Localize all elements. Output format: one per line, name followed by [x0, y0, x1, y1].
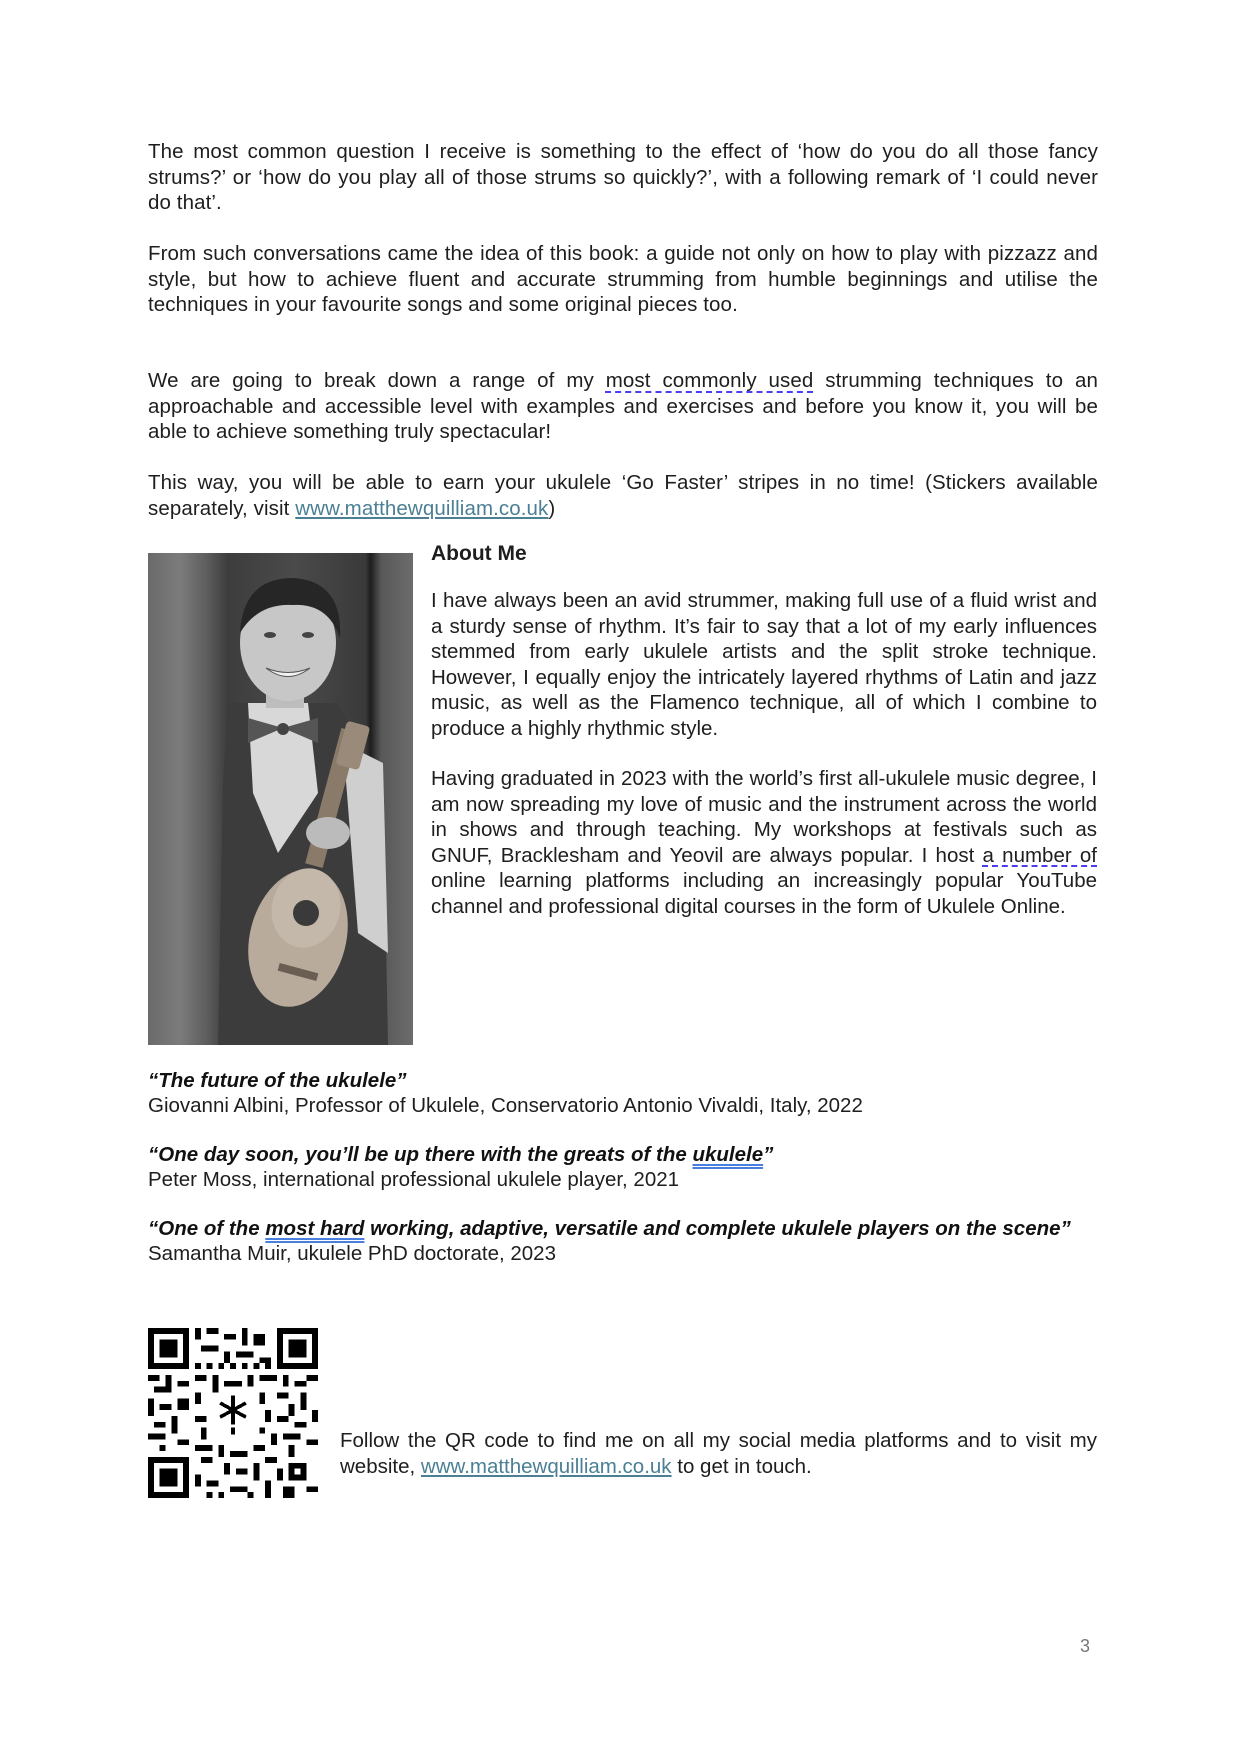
quote-text-b: ”	[763, 1143, 774, 1166]
intro-paragraph-4	[148, 470, 1098, 521]
testimonials-section	[148, 1068, 1098, 1290]
about-paragraph-1: I have always been an avid strummer, making full use of a fluid wrist and a sturdy sense of rhythm. It’s fair to say that a lot of my early influences stemmed from early ukulele artists and the split stroke technique. However, I equally enjoy the intricately layered rhythms of Latin and jazz music, as well as the Flamenco technique, all of which I combine to produce a highly rhythmic style.	[431, 589, 1097, 740]
intro-paragraph-1	[148, 139, 1098, 216]
qr-code-icon	[148, 1328, 318, 1498]
testimonial-quote: “The future of the ukulele”	[148, 1069, 407, 1092]
testimonial-quote	[148, 1216, 1098, 1241]
quote-text-a: “One day soon, you’ll be up there with the greats of the	[148, 1143, 693, 1166]
intro-text-4a: This way, you will be able to earn your ukulele ‘Go Faster’ stripes in no time! (Stickers available separately, visit	[148, 471, 1098, 520]
about-section	[431, 540, 1097, 944]
qr-code[interactable]	[148, 1328, 318, 1498]
intro-paragraph-2	[148, 241, 1098, 318]
grammar-flag[interactable]: most hard	[265, 1217, 365, 1240]
website-link[interactable]: www.matthewquilliam.co.uk	[420, 1454, 672, 1478]
author-photo	[148, 553, 413, 1045]
testimonial-3	[148, 1216, 1098, 1266]
testimonial-quote	[148, 1142, 1098, 1167]
about-text-2a: Having graduated in 2023 with the world’s first all-ukulele music degree, I am now spreading my love of music and the instrument across the world in shows and through teaching. My workshops at festivals such as GNUF, Bracklesham and Yeovil are always popular. I host	[431, 767, 1097, 867]
testimonial-2	[148, 1142, 1098, 1192]
quote-text-a: “One of the	[148, 1217, 266, 1240]
testimonial-author: Giovanni Albini, Professor of Ukulele, Conservatorio Antonio Vivaldi, Italy, 2022	[148, 1094, 863, 1117]
follow-text-b: to get in touch.	[671, 1454, 812, 1478]
intro-text-3a: We are going to break down a range of my	[148, 369, 606, 392]
intro-text-1: The most common question I receive is something to the effect of ‘how do you do all those fancy strums?’ or ‘how do you play all of those strums so quickly?’, with a following remark of ‘I could never do that’.	[148, 140, 1098, 214]
follow-text-a: Follow the QR code to find me on all my social media platforms and to visit my website,	[340, 1429, 1097, 1478]
intro-text-2: From such conversations came the idea of this book: a guide not only on how to play with pizzazz and style, but how to achieve fluent and accurate strumming from humble beginnings and utilise the techniques in your favourite songs and some original pieces too.	[148, 242, 1098, 316]
quote-text-b: working, adaptive, versatile and complete ukulele players on the scene”	[364, 1217, 1071, 1240]
testimonial-1	[148, 1068, 1098, 1118]
follow-text	[340, 1428, 1097, 1479]
intro-text-4b: )	[548, 496, 556, 520]
grammar-flag[interactable]: a number of	[982, 843, 1097, 867]
grammar-flag[interactable]: most commonly used	[605, 369, 814, 392]
about-text-2b: online learning platforms including an increasingly popular YouTube channel and professional digital courses in the form of Ukulele Online.	[431, 869, 1097, 918]
about-heading: About Me	[431, 542, 527, 565]
intro-paragraph-3	[148, 368, 1098, 445]
portrait-illustration	[148, 553, 413, 1045]
grammar-flag[interactable]: ukulele	[692, 1143, 764, 1166]
testimonial-author: Peter Moss, international professional ukulele player, 2021	[148, 1168, 680, 1191]
website-link[interactable]: www.matthewquilliam.co.uk	[295, 496, 549, 520]
page-number: 3	[1080, 1636, 1091, 1656]
about-paragraph-2	[431, 766, 1097, 919]
intro-text-3b: strumming techniques to an approachable and accessible level with examples and exercises and before you know it, you will be able to achieve something truly spectacular!	[148, 369, 1098, 443]
testimonial-author: Samantha Muir, ukulele PhD doctorate, 2023	[148, 1242, 556, 1265]
